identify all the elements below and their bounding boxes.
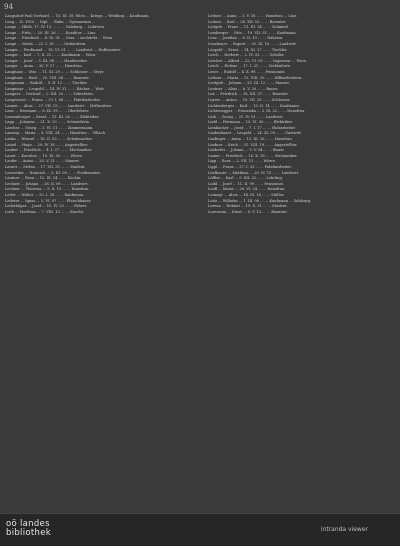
register-entry: Lemberger ... Otto ... 19. VII. 31 ... ... Kaufmann. [208,30,297,35]
register-entry: Lanner ... Alois ... 27. VII. 15 ... ... Landwirt ... Hofbesitzer. [5,103,112,108]
register-entry: Lechner ... Theresia ... 9. X. 19 ... ... Hausfrau. [5,187,90,192]
register-entry: Liebl ... Hermann ... 15. VI. 30 ... ... Elektriker. [208,120,293,125]
register-entry: Lichtenberger ... Karl ... 10. II. 14 ... ... Kaufmann. [208,103,300,108]
register-entry: Lercher ... Alfred ... 22. VI. 05 ... ... Ingenieur ... Wien. [208,58,307,63]
register-entry: Lieb ... Georg ... 21. IV. 01 ... ... Landwirt. [208,114,284,119]
register-entry: Lindinger ... Anna ... 12. III. 26 ... ... Hausfrau. [208,137,293,142]
register-entry: Lindorfer ... Johann ... 9. V. 04 ... ... Bauer. [208,148,285,153]
register-entry: Loitz ... Wilhelm ... 1. III. 06 ... ... Kaufmann ... Salzburg. [208,198,312,203]
register-entry: Leitner ... Karl ... 26. XII. 02 ... ... Beamter. [208,19,287,24]
register-entry: Langer ... Ferdinand ... 18. VI. 01 ... ... Landwirt ... Hofbeamter. [5,47,121,52]
register-entry: Lang ... II. 1950 ... Dipl. ... Bahn ... Gymnasium ... [5,19,96,24]
viewer-label: intranda viewer [320,526,368,533]
register-entry: Lechner ... Johann ... 28. II. 06 ... ... Landwirt. [5,181,89,186]
register-entry: Lichtenegger ... Franziska ... 3. IX. 22 ... ... Hausfrau. [208,109,306,114]
library-logo[interactable] [6,520,51,538]
logo-line-1: oö landes [6,519,50,529]
register-entry: Lange ... Friedrich ... 4. IX. 01 ... Graz ... Architekt ... Wien. [5,36,114,41]
register-entry: Lindenbauer ... Leopold ... 24. XI. 09 ... ... Gastwirt. [208,131,303,136]
register-entry: Langer ... Anna ... 30. V. 17 ... ... Hausfrau. [5,64,83,69]
register-entry: Lauber ... Friedrich ... 4. I. 27 ... ... Mechaniker. [5,148,93,153]
register-entry: Laurer ... Stefan ... 17. VII. 35 ... ... Student. [5,165,86,170]
register-entry: Lenzbauer ... Rupert ... 30. IX. 16 ... ... Landwirt. [208,41,298,46]
register-entry: Langer ... Karl ... 7. X. 22 ... ... Kaufmann ... Wien. [5,53,97,58]
register-entry: Langhans ... Otto ... 11. XI. 29 ... ... Schlosser ... Steyr. [5,69,105,74]
register-entry: Langsdorf Paul Gerhard, ... 15. IX. 39, Wien ... Kriegs..., Wedding ... Kaufmann. [5,14,150,18]
register-entry: Langer ... Josef ... 3. III. 96 ... ... Handwerker. [5,58,88,63]
register-entry: Lex ... Friedrich ... 18. XII. 07 ... ... Beamter. [208,92,289,97]
register-entry: Laska ... Wenzel ... 16. II. 03 ... ... Schuhmacher. [5,137,93,142]
register-entry: Langmayr ... Leopold ... 14. IV. 31 ... ... Bäcker ... Wels. [5,86,106,91]
register-entry: Lausecker ... Heinrich ... 5. III. 00 ... ... Postbeamter. [5,170,101,175]
register-entry: Lange ... Maria ... 22. I. 38 ... ... Verkäuferin. [5,41,87,46]
register-entry: Laufer ... Anton ... 23. V. 21 ... ... Maurer. [5,159,80,164]
register-entry: Lange ... Fritz, ... 20. III. 26 ... ... Konditor ... Linz. [5,30,97,35]
register-entry: Leder ... Walter ... 20. I. 28 ... ... Kaufmann. [5,193,85,197]
register-entry: Lederhilger ... Josef ... 15. IV. 23 ... ... Fahrer. [5,204,88,209]
register-entry: Leutner ... Alois ... 6. V. 20 ... ... Bauer. [208,86,279,91]
viewer-footer [0,513,400,546]
register-entry: Lerch ... Herbert ... 2. IV. 33 ... ... Schüler. [208,53,285,58]
register-entry: Lauer ... Karoline ... 10. XI. 09 ... ... Witwe. [5,153,84,158]
register-entry: Leopold ... Ernst ... 14. XI. 27 ... ... Tischler. [208,47,288,52]
register-entry: Leutgeb ... Johann ... 25. III. 12 ... ... Maurer. [208,81,290,86]
register-entry: Leitgeb ... Franz ... 11. III. 24 ... ... Schmied. [208,25,289,30]
register-entry: Leeb ... Matthias ... 7. VIII. 13 ... ... Knecht. [5,209,85,214]
register-entry: Lautner ... Rosa ... 12. IX. 14 ... ... Köchin. [5,176,82,181]
page-number: 94 [4,3,14,11]
right-column [208,14,394,509]
register-entry: Langhans ... Emil ... 25. VIII. 04 ... ... Beamter. [5,75,90,80]
register-entry: Litzlbauer ... Matthias ... 20. IV. 15 ... ... Landwirt. [208,170,300,175]
register-entry: Lanz ... Hermann ... 6. IX. 99 ... ... Oberlehrer. [5,109,89,114]
register-entry: Larcher ... Georg ... 1. VI. 11 ... ... Zimmermann. [5,125,94,130]
register-entry: Lenz ... Josefine ... 8. II. 10 ... ... Näherin. [208,36,284,41]
register-entry: Lanzenberger ... Ernst ... 13. III. 26 ... ... Elektriker. [5,114,100,119]
register-entry: Leitner ... Anna ... 1. V. 18 ... ... Hausfrau ... Linz. [208,14,298,18]
register-entry: Lapp ... Johanna ... 21. X. 33 ... ... Schneiderin. [5,120,91,125]
register-entry: Lorenz ... Helmut ... 19. X. 31 ... ... Student. [208,204,288,209]
register-entry: Latzel ... Hugo ... 29. IV. 18 ... ... Angestellter. [5,142,88,147]
logo-line-2: bibliothek [6,528,51,538]
register-entry: Lange ... Hilde, 17. IV. 13 ... ... ... Salzburg ... Lehrerin. [5,25,106,30]
register-entry: Lorenzoni ... Ernst ... 8. V. 13 ... ... Beamter. [208,209,288,214]
register-entry: Lederer ... Ignaz ... 3. VI. 97 ... ... Fleischhauer. [5,198,92,203]
register-entry: Lindner ... Erich ... 31. VIII. 19 ... ... Angestellter. [208,142,298,147]
register-entry: Loidl ... Maria ... 28. VI. 24 ... ... Hausfrau. [208,187,286,192]
register-entry: Lippl ... Franz ... 27. I. 23 ... ... Fabrikarbeiter. [208,165,292,170]
left-column [5,14,188,509]
register-entry: Langmann ... Rudolf ... 9. II. 12 ... ... Tischler. [5,81,88,86]
register-entry: Lienbacher ... Josef ... 7. I. 17 ... ... Holzarbeiter. [208,125,296,130]
register-entry: Löffler ... Karl ... 5. XII. 32 ... ... Lehrling. [208,176,283,181]
register-entry: Lesch ... Helene ... 17. I. 21 ... ... Verkäuferin. [208,64,292,69]
register-entry: Loimayr ... Alois ... 14. IX. 18 ... ... Müller. [208,193,285,197]
register-entry: Lipp ... Rosa ... 2. VII. 11 ... ... Witwe. [208,159,277,164]
register-entry: Lassnig ... Maria ... 8. VIII. 24 ... ... Hausfrau ... Villach. [5,131,107,136]
register-entry: Loibl ... Josef ... 11. II. 99 ... ... Pensionist. [208,181,285,186]
register-entry: Langner ... Gertrud ... 2. XII. 20 ... ... Sekretärin. [5,92,94,97]
register-entry: Leser ... Rudolf ... 4. X. 98 ... ... Pensionist. [208,69,286,74]
register-entry: Langwieser ... Franz ... 19. I. 08 ... ... Fabrikarbeiter. [5,97,101,102]
register-entry: Lettner ... Maria ... 13. VIII. 29 ... ... Hilfsarbeiterin. [208,75,303,80]
register-entry: Leyrer ... Anton ... 29. VII. 25 ... ... Schlosser. [208,97,291,102]
register-entry: Linner ... Friedrich ... 16. X. 28 ... ... Mechaniker. [208,153,298,158]
